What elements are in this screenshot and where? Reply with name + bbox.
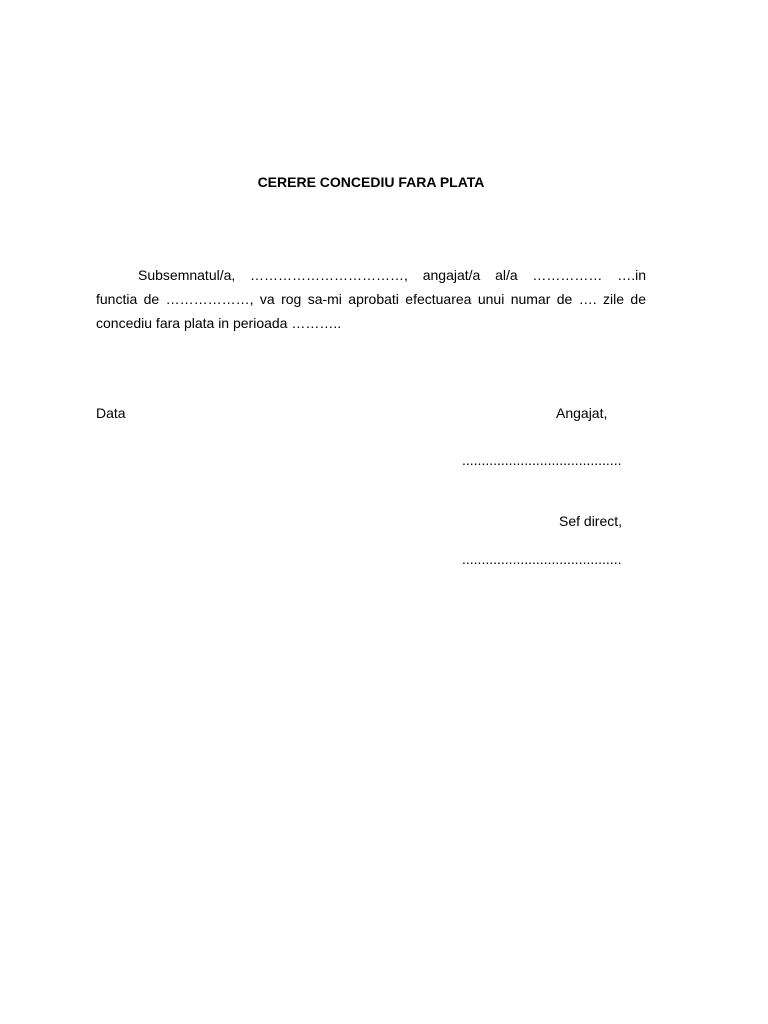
employee-signature-line: ......................................... — [462, 452, 622, 468]
request-paragraph — [96, 263, 646, 335]
date-label: Data — [96, 405, 126, 421]
manager-signature-line: ......................................... — [462, 551, 622, 567]
manager-label: Sef direct, — [559, 513, 623, 529]
paragraph-line: Subsemnatul/a, ……………………………, angajat/a al/a …………… ….in — [138, 267, 646, 283]
paragraph-line: functia de ………………, va rog sa-mi aprobati efectuarea unui numar de …. zile de — [96, 291, 646, 307]
document-title: CERERE CONCEDIU FARA PLATA — [257, 174, 485, 190]
employee-label: Angajat, — [556, 405, 608, 421]
paragraph-line: concediu fara plata in perioada ……….. — [96, 315, 342, 331]
